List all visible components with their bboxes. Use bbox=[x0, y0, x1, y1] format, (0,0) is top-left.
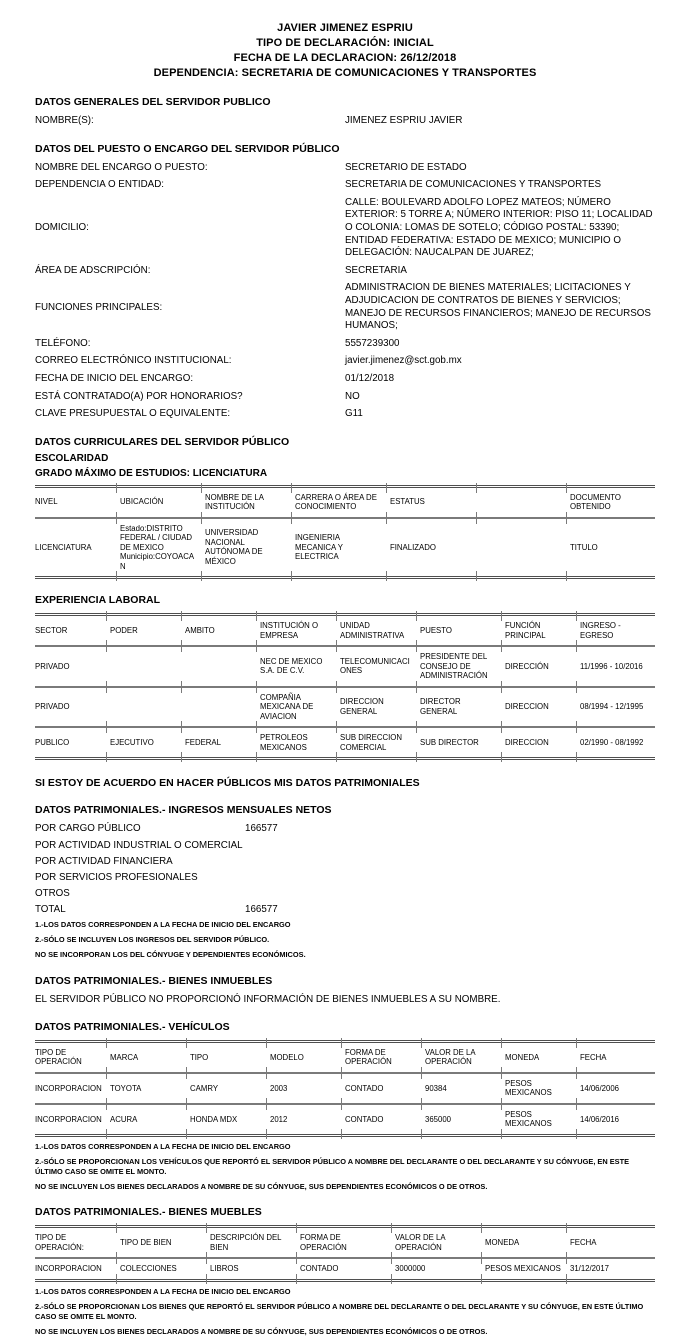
table-cell: 14/06/2006 bbox=[580, 1073, 655, 1104]
table-cell: SUB DIRECTOR bbox=[420, 727, 505, 759]
table-row bbox=[35, 687, 655, 728]
footnote: NO SE INCLUYEN LOS BIENES DECLARADOS A NOMBRE DE SU CÓNYUGE, SUS DEPENDIENTES ECONÓMICOS O DE OTROS. bbox=[35, 1181, 488, 1191]
field-value: CALLE: BOULEVARD ADOLFO LOPEZ MATEOS; NÚMERO EXTERIOR: 5 TORRE A; NÚMERO INTERIOR: PISO 11; LOCALIDAD O COLONIA: LOMAS DE SOTELO; CÓDIGO POSTAL: 53390; ENTIDAD FEDERATIVA: ESTADO DE MEXICO; MUNICIPIO O DELEGACIÓN: NAUCALPAN DE JUAREZ; bbox=[345, 196, 653, 259]
table-cell: PUBLICO bbox=[35, 737, 70, 747]
table-cell: DIRECTOR GENERAL bbox=[420, 687, 505, 728]
escolaridad-table bbox=[35, 485, 655, 580]
income-value: 166577 bbox=[245, 823, 278, 835]
table-row bbox=[35, 1073, 655, 1104]
field-row bbox=[35, 197, 655, 260]
field-value: SECRETARIA bbox=[345, 264, 407, 276]
column-header: FECHA bbox=[570, 1227, 655, 1259]
table-cell: TOYOTA bbox=[110, 1073, 190, 1104]
section-title-experiencia-laboral: EXPERIENCIA LABORAL bbox=[35, 594, 161, 607]
table-cell: PESOS MEXICANOS bbox=[505, 1104, 580, 1136]
section-title-bienes-inmuebles: DATOS PATRIMONIALES.- BIENES INMUEBLES bbox=[35, 974, 273, 987]
section-title-bienes-muebles: DATOS PATRIMONIALES.- BIENES MUEBLES bbox=[35, 1206, 262, 1219]
grado-maximo-label: GRADO MÁXIMO DE ESTUDIOS: LICENCIATURA bbox=[35, 467, 268, 479]
column-header: MARCA bbox=[110, 1041, 190, 1073]
table-cell: PESOS MEXICANOS bbox=[485, 1258, 570, 1280]
table-cell: 90384 bbox=[425, 1073, 505, 1104]
column-header: DOCUMENTO OBTENIDO bbox=[570, 486, 655, 518]
table-cell: DIRECCIÓN bbox=[505, 646, 580, 687]
column-header: TIPO DE BIEN bbox=[120, 1227, 210, 1259]
declarant-name: JAVIER JIMENEZ ESPRIU bbox=[277, 22, 413, 34]
document-header bbox=[35, 21, 655, 81]
publicity-consent-statement: SI ESTOY DE ACUERDO EN HACER PÚBLICOS MIS DATOS PATRIMONIALES bbox=[35, 777, 420, 790]
column-header: VALOR DE LA OPERACIÓN bbox=[395, 1227, 485, 1259]
field-row bbox=[35, 115, 655, 128]
section-title-datos-generales: DATOS GENERALES DEL SERVIDOR PUBLICO bbox=[35, 96, 271, 108]
column-header: NIVEL bbox=[35, 497, 58, 507]
field-label: ESTÁ CONTRATADO(A) POR HONORARIOS? bbox=[35, 390, 243, 402]
field-label: CLAVE PRESUPUESTAL O EQUIVALENTE: bbox=[35, 408, 231, 420]
table-cell: INCORPORACION bbox=[35, 1114, 102, 1124]
section-title-vehiculos: DATOS PATRIMONIALES.- VEHÍCULOS bbox=[35, 1020, 230, 1033]
field-label: ÁREA DE ADSCRIPCIÓN: bbox=[35, 264, 151, 276]
field-label: NOMBRE DEL ENCARGO O PUESTO: bbox=[35, 161, 208, 173]
declaration-type: TIPO DE DECLARACIÓN: INICIAL bbox=[256, 37, 434, 49]
field-label: DEPENDENCIA O ENTIDAD: bbox=[35, 179, 165, 191]
income-row bbox=[35, 856, 655, 868]
table-cell: 31/12/2017 bbox=[570, 1258, 655, 1280]
experiencia-table bbox=[35, 613, 655, 760]
table-cell: HONDA MDX bbox=[190, 1104, 270, 1136]
table-cell: ACURA bbox=[110, 1104, 190, 1136]
table-row bbox=[35, 727, 655, 759]
field-row bbox=[35, 408, 655, 421]
field-row bbox=[35, 373, 655, 386]
field-row bbox=[35, 355, 655, 368]
table-cell bbox=[110, 646, 185, 687]
column-header: DESCRIPCIÓN DEL BIEN bbox=[210, 1227, 300, 1259]
column-header: SECTOR bbox=[35, 625, 68, 635]
income-row bbox=[35, 904, 655, 917]
field-value: NO bbox=[345, 390, 360, 402]
vehiculos-table bbox=[35, 1040, 655, 1137]
field-value: 5557239300 bbox=[345, 337, 400, 349]
table-header-row bbox=[35, 615, 655, 647]
column-header: PUESTO bbox=[420, 615, 505, 647]
column-header: AMBITO bbox=[185, 615, 260, 647]
table-cell: CONTADO bbox=[300, 1258, 395, 1280]
column-header: FUNCIÓN PRINCIPAL bbox=[505, 615, 580, 647]
table-cell: CONTADO bbox=[345, 1104, 425, 1136]
table-cell: 08/1994 - 12/1995 bbox=[580, 687, 655, 728]
table-cell: LICENCIATURA bbox=[35, 542, 92, 552]
table-cell: INCORPORACION bbox=[35, 1264, 102, 1274]
income-label: POR ACTIVIDAD FINANCIERA bbox=[35, 855, 173, 867]
field-label: FUNCIONES PRINCIPALES: bbox=[35, 301, 163, 313]
field-value: ADMINISTRACION DE BIENES MATERIALES; LICITACIONES Y ADJUDICACION DE CONTRATOS DE BIENES Y SERVICIOS; MANEJO DE RECURSOS FINANCIEROS; MANEJO DE RECURSOS HUMANOS; bbox=[345, 282, 651, 332]
table-row bbox=[35, 646, 655, 687]
table-cell: COMPAÑIA MEXICANA DE AVIACION bbox=[260, 687, 340, 728]
table-cell: DIRECCION GENERAL bbox=[340, 687, 420, 728]
income-label: POR ACTIVIDAD INDUSTRIAL O COMERCIAL bbox=[35, 839, 243, 851]
field-row bbox=[35, 282, 655, 332]
footnote: 2.-SÓLO SE PROPORCIONAN LOS BIENES QUE REPORTÓ EL SERVIDOR PÚBLICO A NOMBRE DEL DECLARANTE O DEL DECLARANTE Y SU CÓNYUGE, EN ESTE ÚLTIMO CASO SE OMITE EL MONTO. bbox=[35, 1302, 644, 1321]
no-inmuebles-statement: EL SERVIDOR PÚBLICO NO PROPORCIONÓ INFORMACIÓN DE BIENES INMUEBLES A SU NOMBRE. bbox=[35, 993, 501, 1005]
table-cell: Estado:DISTRITO FEDERAL / CIUDAD DE MEXICO Municipio:COYOACAN bbox=[120, 518, 205, 578]
section-title-ingresos: DATOS PATRIMONIALES.- INGRESOS MENSUALES NETOS bbox=[35, 804, 332, 817]
table-header-row bbox=[35, 486, 655, 518]
field-label: DOMICILIO: bbox=[35, 222, 89, 234]
table-cell: 3000000 bbox=[395, 1258, 485, 1280]
income-row bbox=[35, 840, 655, 852]
field-row bbox=[35, 179, 655, 192]
table-cell: 2003 bbox=[270, 1073, 345, 1104]
field-value: G11 bbox=[345, 408, 363, 420]
table-cell: 02/1990 - 08/1992 bbox=[580, 727, 655, 759]
column-header: TIPO DE OPERACIÓN: bbox=[35, 1233, 84, 1252]
column-header: UNIDAD ADMINISTRATIVA bbox=[340, 615, 420, 647]
table-cell bbox=[185, 687, 260, 728]
income-total-value: 166577 bbox=[245, 903, 278, 915]
column-header: TIPO DE OPERACIÓN bbox=[35, 1047, 82, 1067]
table-cell: 365000 bbox=[425, 1104, 505, 1136]
table-cell: FINALIZADO bbox=[390, 518, 480, 578]
field-label: CORREO ELECTRÓNICO INSTITUCIONAL: bbox=[35, 355, 232, 367]
income-label: OTROS bbox=[35, 887, 70, 899]
table-cell: PRIVADO bbox=[35, 661, 70, 671]
table-cell: CONTADO bbox=[345, 1073, 425, 1104]
table-cell bbox=[110, 687, 185, 728]
column-header: NOMBRE DE LA INSTITUCIÓN bbox=[205, 486, 295, 518]
footnote: 1.-LOS DATOS CORRESPONDEN A LA FECHA DE INICIO DEL ENCARGO bbox=[35, 1287, 291, 1297]
table-cell: NEC DE MEXICO S.A. DE C.V. bbox=[260, 646, 340, 687]
table-cell: TITULO bbox=[570, 518, 655, 578]
income-row bbox=[35, 872, 655, 884]
column-header: MONEDA bbox=[505, 1041, 580, 1073]
footnote: NO SE INCLUYEN LOS BIENES DECLARADOS A NOMBRE DE SU CÓNYUGE, SUS DEPENDIENTES ECONÓMICOS O DE OTROS. bbox=[35, 1326, 488, 1336]
declaration-dependency: DEPENDENCIA: SECRETARIA DE COMUNICACIONES Y TRANSPORTES bbox=[153, 67, 537, 79]
column-header: INSTITUCIÓN O EMPRESA bbox=[260, 615, 340, 647]
column-header: FECHA bbox=[580, 1041, 655, 1073]
income-total-label: TOTAL bbox=[35, 903, 66, 915]
section-title-datos-puesto: DATOS DEL PUESTO O ENCARGO DEL SERVIDOR PÚBLICO bbox=[35, 142, 340, 155]
table-cell: 14/06/2016 bbox=[580, 1104, 655, 1136]
column-header bbox=[480, 486, 570, 518]
table-cell: PETROLEOS MEXICANOS bbox=[260, 727, 340, 759]
declaration-date: FECHA DE LA DECLARACION: 26/12/2018 bbox=[233, 52, 457, 64]
table-cell: SUB DIRECCION COMERCIAL bbox=[340, 727, 420, 759]
escolaridad-label: ESCOLARIDAD bbox=[35, 452, 109, 464]
table-cell: FEDERAL bbox=[185, 727, 260, 759]
field-label: TELÉFONO: bbox=[35, 337, 91, 349]
field-row bbox=[35, 338, 655, 351]
table-row bbox=[35, 1104, 655, 1136]
footnote: 1.-LOS DATOS CORRESPONDEN A LA FECHA DE INICIO DEL ENCARGO bbox=[35, 920, 291, 930]
table-header-row bbox=[35, 1041, 655, 1073]
column-header: INGRESO - EGRESO bbox=[580, 615, 655, 647]
column-header: FORMA DE OPERACIÓN bbox=[345, 1041, 425, 1073]
table-row bbox=[35, 1258, 655, 1280]
column-header: CARRERA O ÁREA DE CONOCIMIENTO bbox=[295, 486, 390, 518]
table-cell: 11/1996 - 10/2016 bbox=[580, 646, 655, 687]
income-label: POR CARGO PÚBLICO bbox=[35, 823, 141, 835]
section-title-datos-curriculares: DATOS CURRICULARES DEL SERVIDOR PÚBLICO bbox=[35, 435, 290, 448]
column-header: FORMA DE OPERACIÓN bbox=[300, 1227, 395, 1259]
field-value: JIMENEZ ESPRIU JAVIER bbox=[345, 115, 463, 126]
table-cell: TELECOMUNICACIONES bbox=[340, 646, 420, 687]
table-cell: COLECCIONES bbox=[120, 1258, 210, 1280]
table-cell: UNIVERSIDAD NACIONAL AUTÓNOMA DE MÉXICO bbox=[205, 518, 295, 578]
income-label: POR SERVICIOS PROFESIONALES bbox=[35, 871, 198, 883]
table-cell: 2012 bbox=[270, 1104, 345, 1136]
column-header: TIPO bbox=[190, 1041, 270, 1073]
field-value: 01/12/2018 bbox=[345, 372, 395, 384]
table-cell: INGENIERIA MECANICA Y ELECTRICA bbox=[295, 518, 390, 578]
field-label: FECHA DE INICIO DEL ENCARGO: bbox=[35, 372, 194, 384]
table-cell: CAMRY bbox=[190, 1073, 270, 1104]
footnote: NO SE INCORPORAN LOS DEL CÓNYUGE Y DEPENDIENTES ECONÓMICOS. bbox=[35, 950, 306, 960]
table-cell: INCORPORACION bbox=[35, 1083, 102, 1093]
field-label: NOMBRE(S): bbox=[35, 115, 94, 126]
table-cell bbox=[480, 518, 570, 578]
table-cell: DIRECCION bbox=[505, 727, 580, 759]
footnote: 1.-LOS DATOS CORRESPONDEN A LA FECHA DE INICIO DEL ENCARGO bbox=[35, 1142, 291, 1152]
column-header: ESTATUS bbox=[390, 486, 480, 518]
footnote: 2.-SÓLO SE INCLUYEN LOS INGRESOS DEL SERVIDOR PÚBLICO. bbox=[35, 935, 270, 945]
table-header-row bbox=[35, 1227, 655, 1259]
column-header: VALOR DE LA OPERACIÓN bbox=[425, 1041, 505, 1073]
column-header: MONEDA bbox=[485, 1227, 570, 1259]
table-cell: PRESIDENTE DEL CONSEJO DE ADMINISTRACIÓN bbox=[420, 646, 505, 687]
field-value: javier.jimenez@sct.gob.mx bbox=[345, 355, 462, 367]
field-row bbox=[35, 265, 655, 278]
table-cell bbox=[185, 646, 260, 687]
column-header: PODER bbox=[110, 615, 185, 647]
field-value: SECRETARIA DE COMUNICACIONES Y TRANSPORTES bbox=[345, 179, 602, 191]
table-cell: PESOS MEXICANOS bbox=[505, 1073, 580, 1104]
field-row bbox=[35, 391, 655, 404]
muebles-table bbox=[35, 1225, 655, 1282]
field-row bbox=[35, 162, 655, 175]
footnote: 2.-SÓLO SE PROPORCIONAN LOS VEHÍCULOS QUE REPORTÓ EL SERVIDOR PÚBLICO A NOMBRE DEL DECLARANTE O DEL DECLARANTE Y SU CÓNYUGE, EN ESTE ÚLTIMO CASO SE OMITE EL MONTO. bbox=[35, 1157, 630, 1176]
income-row bbox=[35, 888, 655, 900]
table-cell: PRIVADO bbox=[35, 702, 70, 712]
table-cell: EJECUTIVO bbox=[110, 727, 185, 759]
table-row bbox=[35, 518, 655, 578]
field-value: SECRETARIO DE ESTADO bbox=[345, 161, 467, 173]
column-header: UBICACIÓN bbox=[120, 486, 205, 518]
column-header: MODELO bbox=[270, 1041, 345, 1073]
table-cell: LIBROS bbox=[210, 1258, 300, 1280]
income-row bbox=[35, 823, 655, 836]
table-cell: DIRECCION bbox=[505, 687, 580, 728]
